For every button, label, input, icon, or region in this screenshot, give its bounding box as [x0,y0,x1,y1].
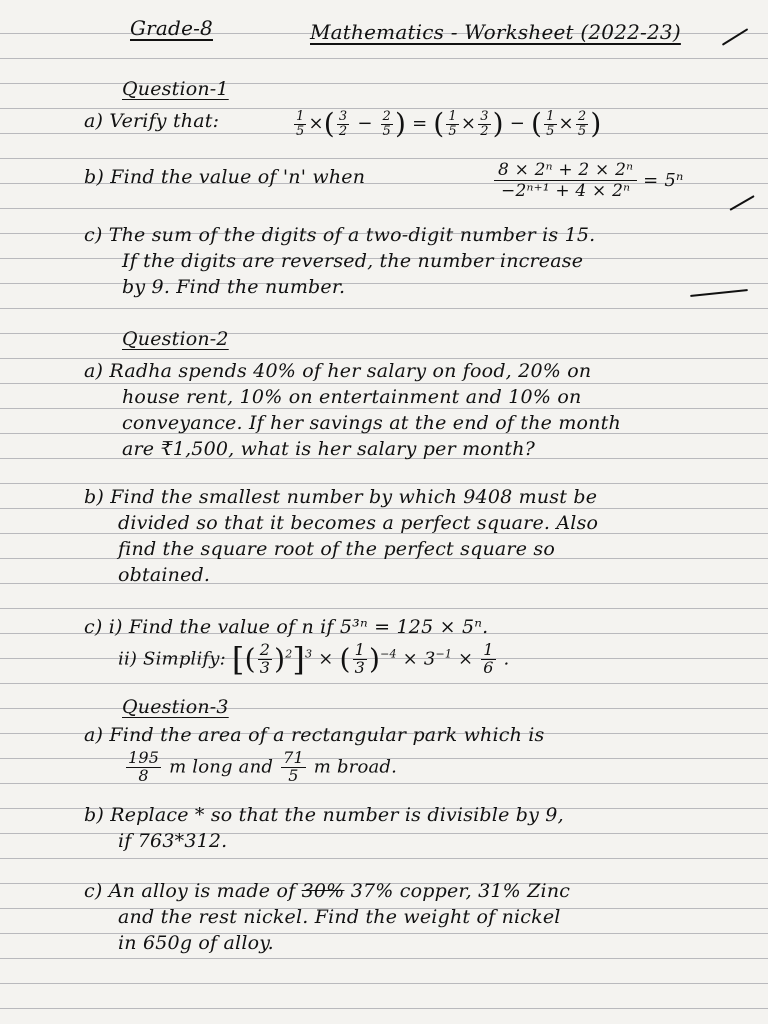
q2b-label: b) [84,486,104,508]
q3b-line2: if 763*312. [118,830,228,852]
q3-heading: Question-3 [122,696,229,718]
q2b-line1: b) Find the smallest number by which 9408 must be [84,486,598,508]
q1a-frac-1: $\frac{1}{5}$ [296,109,305,139]
q2b-line2: divided so that it becomes a perfect square. Also [118,512,599,534]
q3c-line3: in 650g of alloy. [118,932,274,954]
struck-text: 30% [301,880,345,902]
q1a-label: a) [84,110,104,132]
q1a-frac-3: $\frac{2}{5}$ [382,109,392,139]
q1a-expression: $\frac{1}{5}$ ×( $\frac{3}{2}$ − $\frac{2}{5}$ ) = ( $\frac{1}{5}$ × $\frac{3}{2}$ ) − ( $\frac{1}{5}$ × $\frac{2}{5}$ ) [296,107,602,141]
q1c-line3: by 9. Find the number. [122,276,346,298]
q3c-line1: c) An alloy is made of 30% 37% copper, 31% Zinc [84,880,571,902]
tick-mark [690,289,748,297]
q1a-item [84,112,219,131]
q3b-line1: b) Replace * so that the number is divisible by 9, [84,804,564,826]
q1b-expression [494,160,683,202]
q2a-line3: conveyance. If her savings at the end of the month [122,412,621,434]
grade-label: Grade-8 [130,16,213,40]
q2c-simplify: ii) Simplify: [( $\frac{2}{3}$ )$^2$]$^3$ × ( $\frac{1}{3}$ )$^{-4} \times 3^{-1}$ × $\frac{1}{6}$ . [118,640,510,679]
q2b-line3: find the square root of the perfect square so [118,538,555,560]
q1b-label: b) [84,166,104,188]
q2b-line4: obtained. [118,564,211,586]
q2a-line1: a) Radha spends 40% of her salary on food, 20% on [84,360,592,382]
q1-heading: Question-1 [122,78,229,100]
q1c-line2: If the digits are reversed, the number increase [122,250,584,272]
q3c-label: c) [84,880,103,902]
q1b-rhs: = 5ⁿ [643,169,684,191]
q3b-label: b) [84,804,104,826]
q2a-label: a) [84,360,104,382]
q3a-line1: a) Find the area of a rectangular park which is [84,724,545,746]
q3a-label: a) [84,724,104,746]
q1b-item [84,168,365,187]
q1a-text: Verify that: [109,110,220,132]
q1c-line1: c) The sum of the digits of a two-digit number is 15. [84,224,596,246]
q2a-line4: are ₹1,500, what is her salary per month? [122,438,536,460]
q1c-label: c) [84,224,103,246]
q1b-fraction: $\frac{\text{8 × 2ⁿ + 2 × 2ⁿ}}{\text{−2ⁿ⁺¹ + 4 × 2ⁿ}}$ [494,160,637,202]
worksheet-title: Mathematics - Worksheet (2022-23) [310,20,681,44]
tick-mark [722,28,748,45]
tick-mark [729,195,754,211]
q2-heading: Question-2 [122,328,229,350]
q3a-line2: $\frac{195}{8}$ m long and $\frac{71}{5}$ m broad. [128,748,398,785]
q1b-text: Find the value of 'n' when [110,166,366,188]
q2c-line1: c) i) Find the value of n if 5³ⁿ = 125 × 5ⁿ. [84,616,489,638]
q2c-label: c) [84,616,103,638]
q1a-frac-2: $\frac{3}{2}$ [338,109,348,139]
q2a-line2: house rent, 10% on entertainment and 10% on [122,386,582,408]
q3c-line2: and the rest nickel. Find the weight of nickel [118,906,561,928]
